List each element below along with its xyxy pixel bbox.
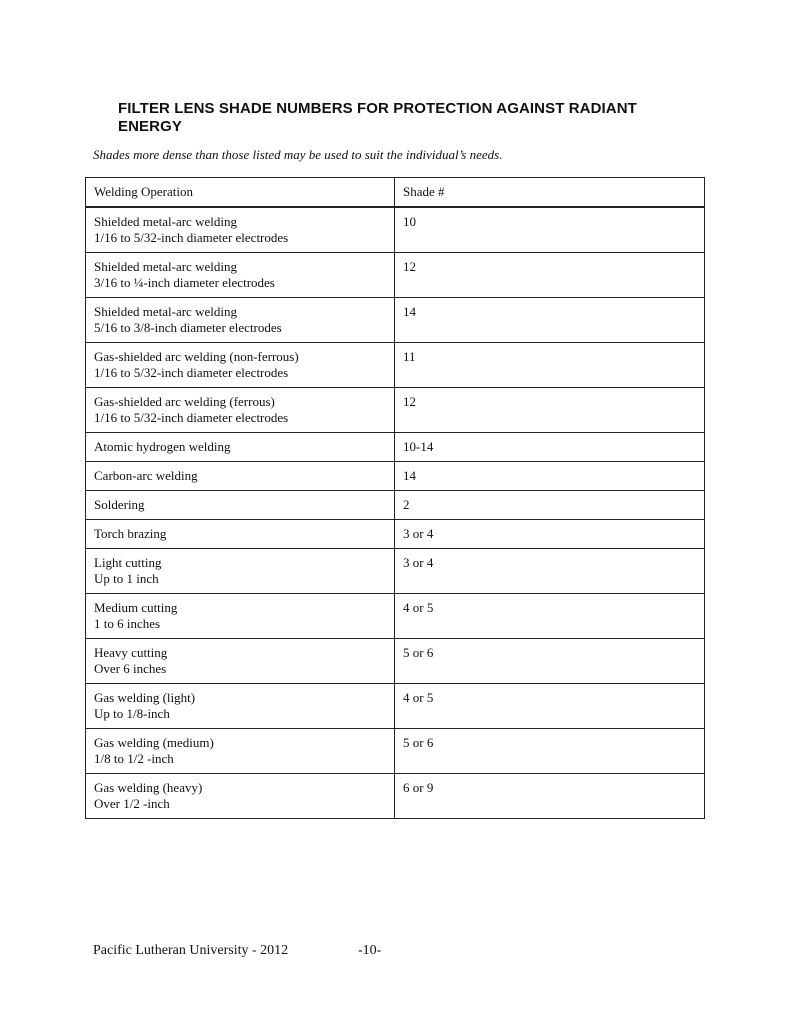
shade-cell: 14 (395, 462, 705, 491)
operation-cell (86, 207, 395, 253)
shade-cell: 4 or 5 (395, 594, 705, 639)
operation-detail: 1 to 6 inches (94, 616, 161, 631)
operation-name: Light cutting (94, 555, 162, 570)
table-row (86, 207, 705, 253)
shade-cell: 2 (395, 491, 705, 520)
operation-cell (86, 729, 395, 774)
operation-cell (86, 343, 395, 388)
shade-cell: 10 (395, 207, 705, 253)
operation-name: Torch brazing (94, 526, 167, 541)
table-row (86, 388, 705, 433)
table-row (86, 433, 705, 462)
shade-table-body (86, 207, 705, 819)
document-title: FILTER LENS SHADE NUMBERS FOR PROTECTION AGAINST RADIANT ENERGY (118, 100, 637, 135)
operation-cell (86, 298, 395, 343)
operation-name: Gas welding (light) (94, 690, 196, 705)
shade-cell: 11 (395, 343, 705, 388)
operation-cell (86, 639, 395, 684)
document-subtitle: Shades more dense than those listed may be used to suit the individual’s needs. (93, 147, 503, 162)
table-row (86, 639, 705, 684)
shade-cell: 14 (395, 298, 705, 343)
operation-name: Shielded metal-arc welding (94, 214, 237, 229)
shade-cell: 6 or 9 (395, 774, 705, 819)
operation-detail: 1/16 to 5/32-inch diameter electrodes (94, 230, 289, 245)
shade-cell: 3 or 4 (395, 520, 705, 549)
footer-page-number: -10- (358, 943, 382, 958)
operation-cell (86, 520, 395, 549)
operation-name: Gas welding (medium) (94, 735, 214, 750)
operation-cell (86, 774, 395, 819)
table-row (86, 520, 705, 549)
operation-name: Heavy cutting (94, 645, 168, 660)
shade-cell: 12 (395, 253, 705, 298)
operation-cell (86, 684, 395, 729)
footer-institution: Pacific Lutheran University - 2012 (93, 943, 289, 958)
table-row (86, 549, 705, 594)
operation-detail: Over 6 inches (94, 661, 167, 676)
operation-detail: Up to 1/8-inch (94, 706, 170, 721)
operation-name: Medium cutting (94, 600, 178, 615)
operation-name: Soldering (94, 497, 145, 512)
shade-cell: 12 (395, 388, 705, 433)
operation-detail: 3/16 to ¼-inch diameter electrodes (94, 275, 275, 290)
shade-cell: 3 or 4 (395, 549, 705, 594)
table-row (86, 684, 705, 729)
column-header-operation: Welding Operation (86, 178, 395, 208)
operation-name: Carbon-arc welding (94, 468, 198, 483)
operation-detail: 1/8 to 1/2 -inch (94, 751, 174, 766)
shade-cell: 4 or 5 (395, 684, 705, 729)
operation-cell (86, 253, 395, 298)
table-row (86, 343, 705, 388)
operation-cell (86, 491, 395, 520)
operation-cell (86, 594, 395, 639)
operation-name: Gas welding (heavy) (94, 780, 203, 795)
operation-detail: 1/16 to 5/32-inch diameter electrodes (94, 365, 289, 380)
table-row (86, 491, 705, 520)
operation-name: Shielded metal-arc welding (94, 304, 237, 319)
table-row (86, 298, 705, 343)
operation-name: Gas-shielded arc welding (non-ferrous) (94, 349, 299, 364)
shade-cell: 10-14 (395, 433, 705, 462)
table-row (86, 594, 705, 639)
operation-name: Gas-shielded arc welding (ferrous) (94, 394, 275, 409)
operation-name: Shielded metal-arc welding (94, 259, 237, 274)
operation-cell (86, 388, 395, 433)
shade-table (85, 177, 705, 819)
operation-cell (86, 462, 395, 491)
operation-detail: Up to 1 inch (94, 571, 159, 586)
operation-detail: 1/16 to 5/32-inch diameter electrodes (94, 410, 289, 425)
column-header-shade: Shade # (395, 178, 705, 208)
table-row (86, 774, 705, 819)
shade-cell: 5 or 6 (395, 639, 705, 684)
operation-detail: Over 1/2 -inch (94, 796, 170, 811)
table-row (86, 462, 705, 491)
operation-name: Atomic hydrogen welding (94, 439, 231, 454)
operation-detail: 5/16 to 3/8-inch diameter electrodes (94, 320, 282, 335)
table-row (86, 729, 705, 774)
shade-cell: 5 or 6 (395, 729, 705, 774)
shade-table-header (86, 178, 705, 208)
table-header-row (86, 178, 705, 208)
operation-cell (86, 433, 395, 462)
operation-cell (86, 549, 395, 594)
table-row (86, 253, 705, 298)
